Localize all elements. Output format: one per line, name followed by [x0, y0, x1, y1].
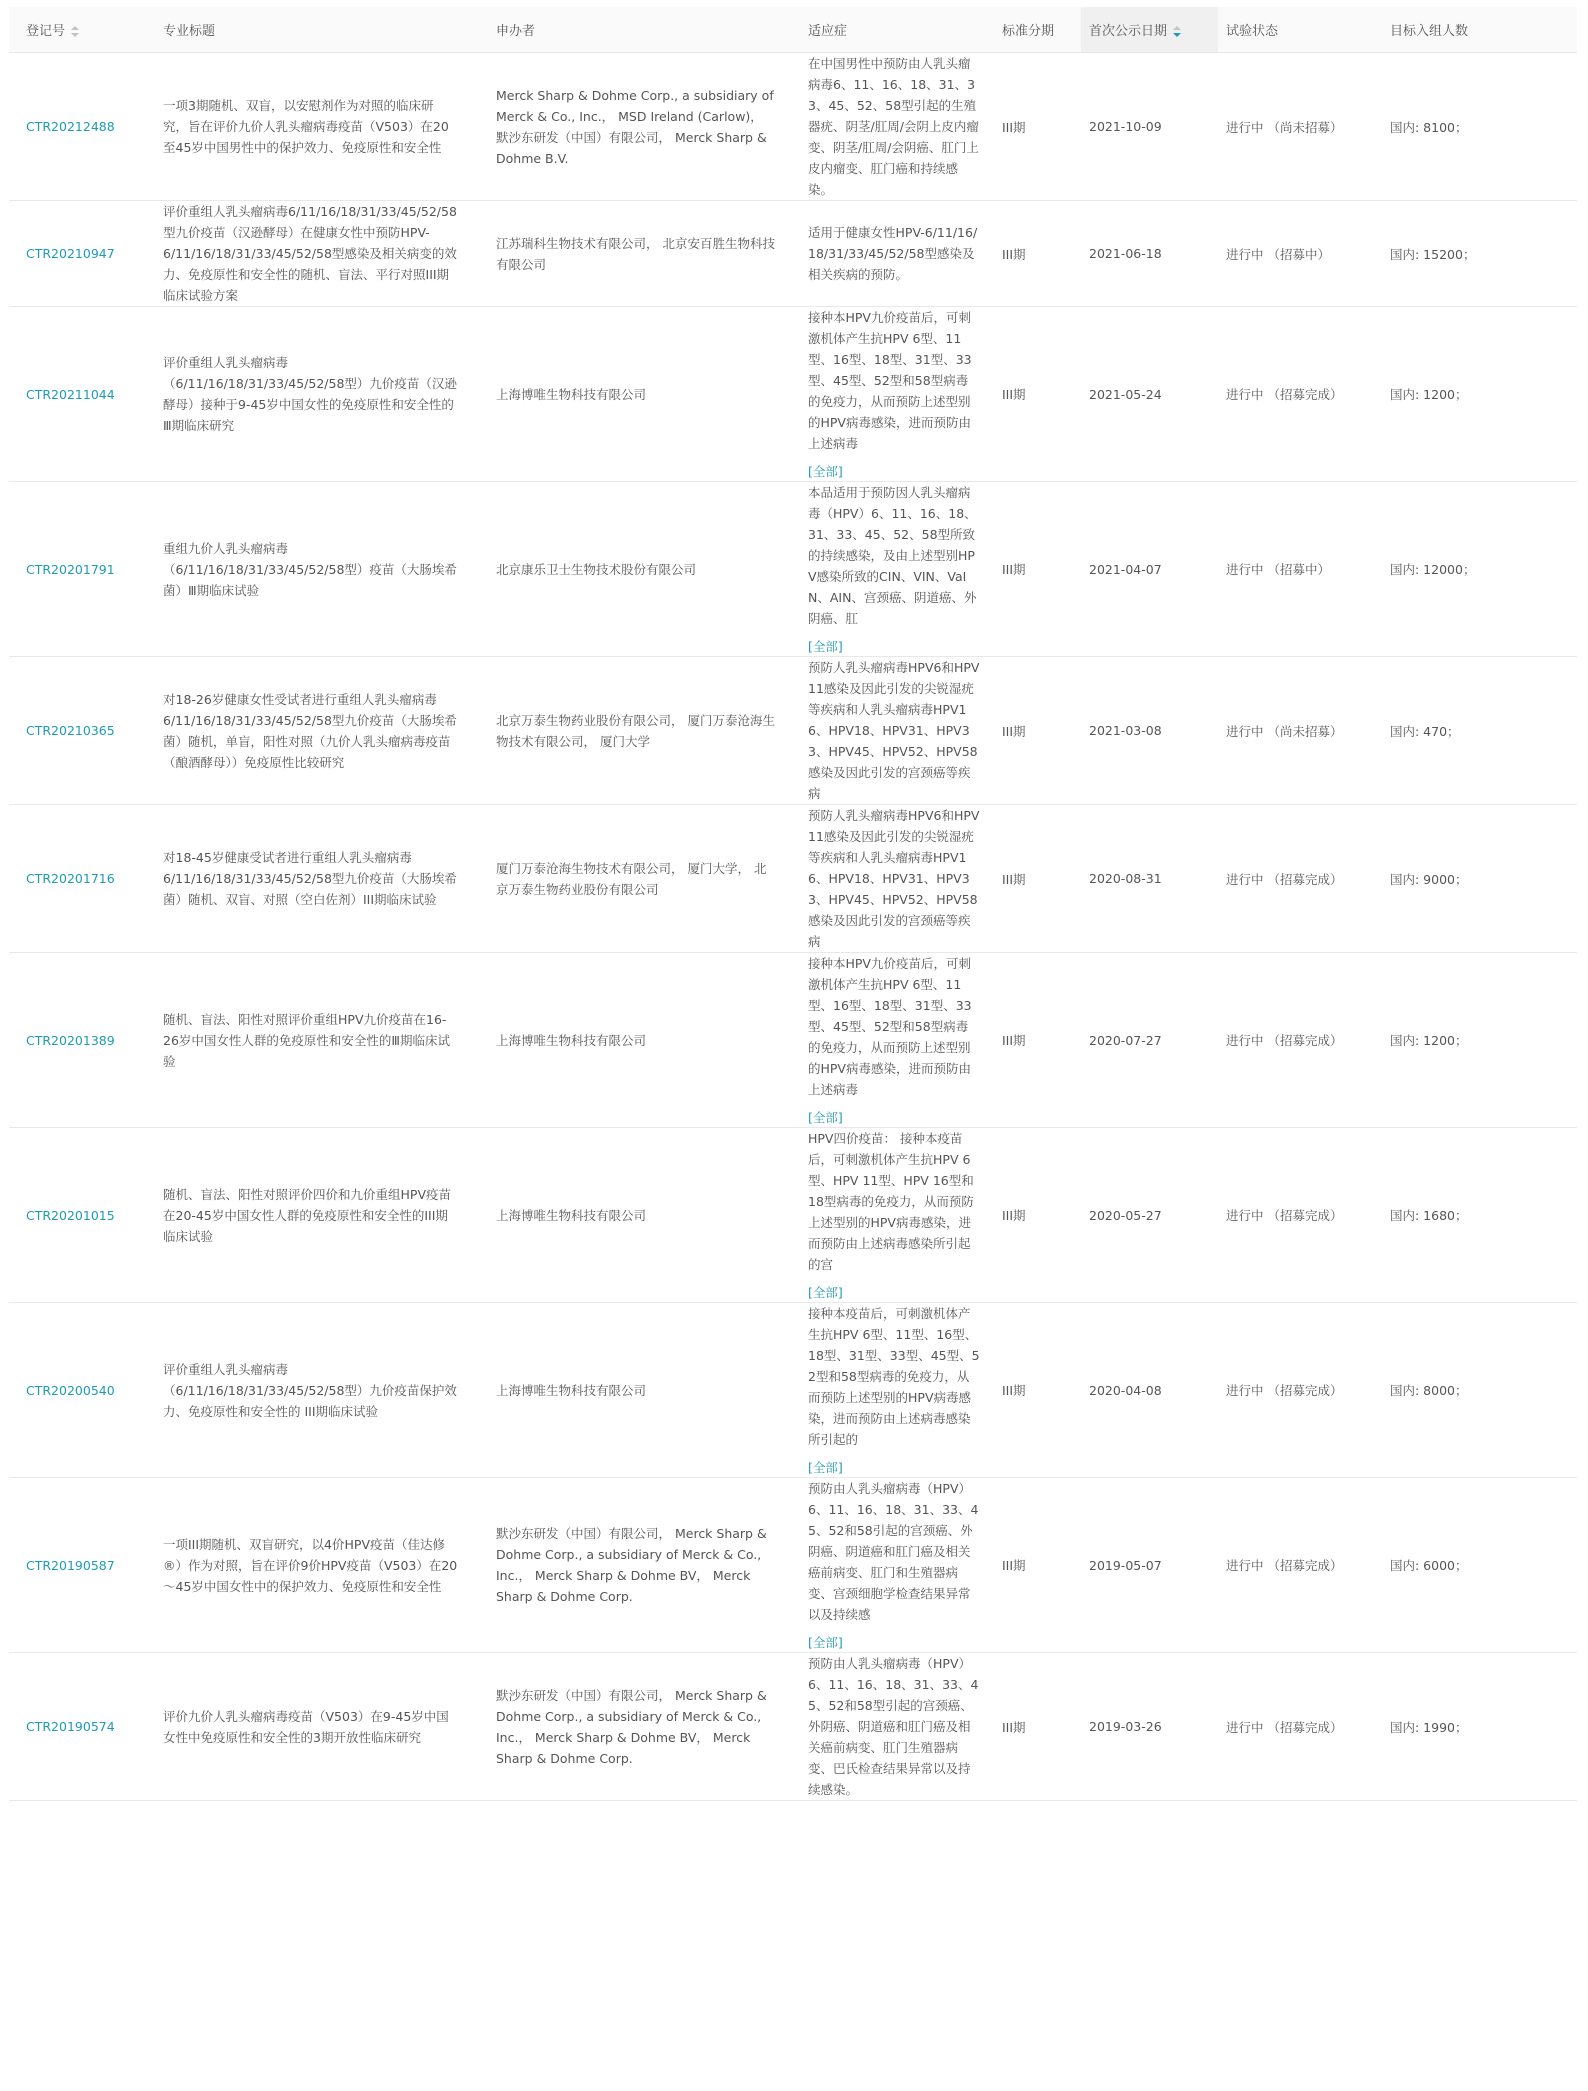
- cell-title: [149, 307, 482, 482]
- phase-text: III期: [1002, 723, 1026, 739]
- cell-title: [149, 1653, 482, 1801]
- cell-indication: [794, 307, 994, 482]
- col-header-label: 登记号: [26, 24, 66, 39]
- publish-date: 2019-03-26: [1089, 1719, 1162, 1734]
- target-enrollment: 国内: 15200；: [1390, 246, 1476, 262]
- cell-registration-no: [9, 953, 149, 1128]
- cell-status: [1218, 482, 1382, 657]
- cell-target: [1382, 953, 1577, 1128]
- cell-registration-no: [9, 805, 149, 953]
- registration-link[interactable]: CTR20201389: [26, 1032, 115, 1048]
- cell-sponsor: [482, 201, 794, 307]
- cell-sponsor: [482, 1478, 794, 1653]
- cell-sponsor: [482, 953, 794, 1128]
- cell-phase: [994, 1303, 1081, 1478]
- sponsor-text: 北京康乐卫士生物技术股份有限公司: [496, 561, 697, 577]
- cell-target: [1382, 1303, 1577, 1478]
- phase-text: III期: [1002, 1383, 1026, 1398]
- cell-title: [149, 482, 482, 657]
- trial-title: 一项III期随机、双盲研究，以4价HPV疫苗（佳达修®）作为对照，旨在评价9价HPV疫苗（V503）在20～45岁中国女性中的保护效力、免疫原性和安全性: [163, 1536, 458, 1594]
- cell-title: [149, 1478, 482, 1653]
- cell-indication: [794, 1478, 994, 1653]
- table-row: [9, 307, 1577, 482]
- indication-text: 接种本HPV九价疫苗后，可刺激机体产生抗HPV 6型、11型、16型、18型、31型、33型、45型、52型和58型病毒的免疫力，从而预防上述型别的HPV病毒感染，进而预防由上述病毒: [808, 956, 972, 1097]
- cell-indication: [794, 53, 994, 201]
- indication-text: 适用于健康女性HPV-6/11/16/18/31/33/45/52/58型感染及相关疾病的预防。: [808, 225, 978, 282]
- sort-icon[interactable]: [1173, 26, 1181, 38]
- phase-text: III期: [1002, 1558, 1026, 1573]
- cell-indication: [794, 201, 994, 307]
- cell-indication: [794, 1653, 994, 1801]
- publish-date: 2020-04-08: [1089, 1382, 1162, 1398]
- cell-title: [149, 1303, 482, 1478]
- cell-phase: [994, 805, 1081, 953]
- cell-sponsor: [482, 657, 794, 805]
- cell-status: [1218, 201, 1382, 307]
- col-header-target-enrollment: [1382, 7, 1577, 53]
- show-all-link[interactable]: [全部]: [808, 464, 843, 479]
- table-row: [9, 1478, 1577, 1653]
- cell-registration-no: [9, 1478, 149, 1653]
- target-enrollment: 国内: 8100；: [1390, 119, 1468, 135]
- cell-sponsor: [482, 482, 794, 657]
- publish-date: 2021-04-07: [1089, 561, 1162, 577]
- publish-date: 2021-05-24: [1089, 386, 1162, 402]
- table-row: [9, 201, 1577, 307]
- indication-text: HPV四价疫苗： 接种本疫苗后，可刺激机体产生抗HPV 6型、HPV 11型、HPV 16型和18型病毒的免疫力，从而预防上述型别的HPV病毒感染，进而预防由上述病毒感染所引起的宫: [808, 1131, 974, 1272]
- col-header-label: 专业标题: [163, 24, 216, 39]
- trial-title: 评价重组人乳头瘤病毒（6/11/16/18/31/33/45/52/58型）九价疫苗保护效力、免疫原性和安全性的 III期临床试验: [163, 1361, 457, 1419]
- col-header-title: [149, 7, 482, 53]
- cell-date: [1081, 307, 1218, 482]
- cell-phase: [994, 201, 1081, 307]
- table-row: [9, 53, 1577, 201]
- registration-link[interactable]: CTR20211044: [26, 386, 115, 402]
- cell-target: [1382, 805, 1577, 953]
- target-enrollment: 国内: 1680；: [1390, 1208, 1468, 1223]
- status-text: 进行中 （招募完成）: [1226, 871, 1343, 887]
- table-row: [9, 482, 1577, 657]
- status-text: 进行中 （尚未招募）: [1226, 119, 1343, 135]
- status-text: 进行中 （尚未招募）: [1226, 723, 1343, 739]
- registration-link[interactable]: CTR20201716: [26, 871, 115, 886]
- sponsor-text: 厦门万泰沧海生物技术有限公司， 厦门大学， 北京万泰生物药业股份有限公司: [496, 860, 767, 897]
- sponsor-text: 上海博唯生物科技有限公司: [496, 386, 647, 402]
- col-header-sponsor: [482, 7, 794, 53]
- cell-title: [149, 805, 482, 953]
- phase-text: III期: [1002, 1719, 1026, 1735]
- registration-link[interactable]: CTR20190574: [26, 1719, 115, 1734]
- cell-target: [1382, 482, 1577, 657]
- sponsor-text: 北京万泰生物药业股份有限公司， 厦门万泰沧海生物技术有限公司， 厦门大学: [496, 712, 775, 749]
- sort-icon[interactable]: [71, 26, 79, 38]
- cell-sponsor: [482, 1653, 794, 1801]
- cell-sponsor: [482, 1128, 794, 1303]
- target-enrollment: 国内: 1200；: [1390, 1033, 1468, 1048]
- sponsor-text: 江苏瑞科生物技术有限公司， 北京安百胜生物科技有限公司: [496, 235, 775, 272]
- phase-text: III期: [1002, 871, 1026, 887]
- indication-text: 预防人乳头瘤病毒HPV6和HPV11感染及因此引发的尖锐湿疣等疾病和人乳头瘤病毒HPV16、HPV18、HPV31、HPV33、HPV45、HPV52、HPV58感染及因此引发的宫颈癌等疾病: [808, 808, 980, 949]
- status-text: 进行中 （招募完成）: [1226, 1033, 1343, 1048]
- cell-title: [149, 953, 482, 1128]
- indication-text: 在中国男性中预防由人乳头瘤病毒6、11、16、18、31、33、45、52、58型引起的生殖器疣、阴茎/肛周/会阴上皮内瘤变、阴茎/肛周/会阴癌、肛门上皮内瘤变、肛门癌和持续感染。: [808, 56, 979, 197]
- registration-link[interactable]: CTR20201015: [26, 1207, 115, 1223]
- cell-date: [1081, 1653, 1218, 1801]
- cell-registration-no: [9, 482, 149, 657]
- status-text: 进行中 （招募完成）: [1226, 1383, 1343, 1398]
- target-enrollment: 国内: 9000；: [1390, 871, 1468, 887]
- trial-title: 随机、盲法、阳性对照评价重组HPV九价疫苗在16-26岁中国女性人群的免疫原性和安全性的Ⅲ期临床试验: [163, 1011, 451, 1069]
- status-text: 进行中 （招募中）: [1226, 246, 1330, 262]
- cell-status: [1218, 953, 1382, 1128]
- registration-link[interactable]: CTR20200540: [26, 1382, 115, 1398]
- cell-phase: [994, 1128, 1081, 1303]
- cell-date: [1081, 953, 1218, 1128]
- col-header-label: 适应症: [808, 24, 848, 39]
- sponsor-text: 上海博唯生物科技有限公司: [496, 1207, 647, 1223]
- trial-title: 评价九价人乳头瘤病毒疫苗（V503）在9-45岁中国女性中免疫原性和安全性的3期开放性临床研究: [163, 1708, 449, 1745]
- registration-link[interactable]: CTR20201791: [26, 561, 115, 577]
- cell-title: [149, 53, 482, 201]
- cell-target: [1382, 201, 1577, 307]
- sponsor-text: 默沙东研发（中国）有限公司， Merck Sharp & Dohme Corp., a subsidiary of Merck & Co., Inc.， Merck Sharp & Dohme BV， Merck Sharp & Dohme Corp.: [496, 1687, 767, 1766]
- cell-status: [1218, 805, 1382, 953]
- cell-date: [1081, 1303, 1218, 1478]
- col-header-label: 试验状态: [1226, 24, 1279, 39]
- indication-text: 本品适用于预防因人乳头瘤病毒（HPV）6、11、16、18、31、33、45、52、58型所致的持续感染，及由上述型别HPV感染所致的CIN、VIN、VaIN、AIN、宫颈癌、阴道癌、外阴癌、肛: [808, 485, 977, 626]
- trial-title: 对18-45岁健康受试者进行重组人乳头瘤病毒6/11/16/18/31/33/45/52/58型九价疫苗（大肠埃希菌）随机、双盲、对照（空白佐剂）III期临床试验: [163, 850, 457, 907]
- cell-target: [1382, 1653, 1577, 1801]
- cell-phase: [994, 307, 1081, 482]
- cell-date: [1081, 1478, 1218, 1653]
- col-header-status: [1218, 7, 1382, 53]
- publish-date: 2021-06-18: [1089, 246, 1162, 261]
- cell-target: [1382, 657, 1577, 805]
- table-row: [9, 657, 1577, 805]
- registration-link[interactable]: CTR20212488: [26, 119, 115, 134]
- publish-date: 2020-05-27: [1089, 1207, 1162, 1223]
- col-header-first-publish-date[interactable]: [1081, 7, 1218, 53]
- cell-sponsor: [482, 53, 794, 201]
- table-row: [9, 1303, 1577, 1478]
- status-text: 进行中 （招募完成）: [1226, 1208, 1343, 1223]
- trial-title: 一项3期随机、双盲，以安慰剂作为对照的临床研究，旨在评价九价人乳头瘤病毒疫苗（V503）在20至45岁中国男性中的保护效力、免疫原性和安全性: [163, 98, 449, 155]
- phase-text: III期: [1002, 562, 1026, 577]
- phase-text: III期: [1002, 119, 1026, 135]
- cell-date: [1081, 201, 1218, 307]
- cell-registration-no: [9, 201, 149, 307]
- sponsor-text: Merck Sharp & Dohme Corp., a subsidiary of Merck & Co., Inc.， MSD Ireland (Carlow)， 默沙东研发（中国）有限公司， Merck Sharp & Dohme B.V.: [496, 87, 774, 166]
- indication-text: 接种本HPV九价疫苗后，可刺激机体产生抗HPV 6型、11型、16型、18型、31型、33型、45型、52型和58型病毒的免疫力，从而预防上述型别的HPV病毒感染，进而预防由上述病毒: [808, 310, 972, 451]
- cell-indication: [794, 805, 994, 953]
- cell-registration-no: [9, 1128, 149, 1303]
- cell-status: [1218, 53, 1382, 201]
- target-enrollment: 国内: 12000；: [1390, 562, 1476, 577]
- cell-status: [1218, 1478, 1382, 1653]
- trial-title: 对18-26岁健康女性受试者进行重组人乳头瘤病毒6/11/16/18/31/33/45/52/58型九价疫苗（大肠埃希菌）随机，单盲，阳性对照（九价人乳头瘤病毒疫苗（酿酒酵母））免疫原性比较研究: [163, 691, 457, 770]
- target-enrollment: 国内: 470；: [1390, 723, 1460, 739]
- table-header: [9, 7, 1577, 53]
- trial-table: [9, 7, 1577, 1801]
- status-text: 进行中 （招募中）: [1226, 562, 1330, 577]
- sponsor-text: 默沙东研发（中国）有限公司， Merck Sharp & Dohme Corp., a subsidiary of Merck & Co., Inc.， Merck Sharp & Dohme BV， Merck Sharp & Dohme Corp.: [496, 1526, 767, 1604]
- show-all-link[interactable]: [全部]: [808, 1285, 843, 1300]
- cell-indication: [794, 482, 994, 657]
- publish-date: 2021-10-09: [1089, 119, 1162, 134]
- cell-registration-no: [9, 657, 149, 805]
- cell-target: [1382, 307, 1577, 482]
- show-all-link[interactable]: [全部]: [808, 1635, 843, 1650]
- target-enrollment: 国内: 8000；: [1390, 1383, 1468, 1398]
- cell-status: [1218, 1128, 1382, 1303]
- cell-indication: [794, 1128, 994, 1303]
- cell-status: [1218, 307, 1382, 482]
- registration-link[interactable]: CTR20210365: [26, 723, 115, 738]
- cell-date: [1081, 1128, 1218, 1303]
- phase-text: III期: [1002, 1208, 1026, 1223]
- cell-phase: [994, 657, 1081, 805]
- registration-link[interactable]: CTR20210947: [26, 246, 115, 261]
- cell-target: [1382, 1128, 1577, 1303]
- target-enrollment: 国内: 1990；: [1390, 1719, 1468, 1735]
- col-header-label: 申办者: [496, 24, 536, 39]
- cell-indication: [794, 657, 994, 805]
- cell-sponsor: [482, 307, 794, 482]
- col-header-indication: [794, 7, 994, 53]
- col-header-label: 首次公示日期: [1089, 24, 1168, 39]
- cell-indication: [794, 953, 994, 1128]
- cell-date: [1081, 657, 1218, 805]
- cell-title: [149, 657, 482, 805]
- phase-text: III期: [1002, 387, 1026, 402]
- col-header-registration-no[interactable]: [9, 7, 149, 53]
- cell-status: [1218, 1653, 1382, 1801]
- publish-date: 2021-03-08: [1089, 723, 1162, 738]
- cell-title: [149, 201, 482, 307]
- cell-sponsor: [482, 805, 794, 953]
- cell-status: [1218, 657, 1382, 805]
- cell-date: [1081, 482, 1218, 657]
- table-row: [9, 1128, 1577, 1303]
- show-all-link[interactable]: [全部]: [808, 1110, 843, 1125]
- publish-date: 2020-08-31: [1089, 871, 1162, 886]
- publish-date: 2020-07-27: [1089, 1032, 1162, 1048]
- cell-phase: [994, 953, 1081, 1128]
- cell-phase: [994, 53, 1081, 201]
- cell-indication: [794, 1303, 994, 1478]
- cell-date: [1081, 53, 1218, 201]
- indication-text: 预防由人乳头瘤病毒（HPV）6、11、16、18、31、33、45、52和58型引起的宫颈癌、外阴癌、阴道癌和肛门癌及相关癌前病变、肛门生殖器病变、巴氏检查结果异常以及持续感染。: [808, 1656, 979, 1797]
- phase-text: III期: [1002, 1033, 1026, 1048]
- trial-list: [9, 7, 1577, 1801]
- indication-text: 预防人乳头瘤病毒HPV6和HPV11感染及因此引发的尖锐湿疣等疾病和人乳头瘤病毒HPV16、HPV18、HPV31、HPV33、HPV45、HPV52、HPV58感染及因此引发的宫颈癌等疾病: [808, 660, 980, 801]
- cell-registration-no: [9, 53, 149, 201]
- status-text: 进行中 （招募完成）: [1226, 387, 1343, 402]
- trial-title: 重组九价人乳头瘤病毒（6/11/16/18/31/33/45/52/58型）疫苗（大肠埃希菌）Ⅲ期临床试验: [163, 540, 457, 598]
- sponsor-text: 上海博唯生物科技有限公司: [496, 1382, 647, 1398]
- cell-title: [149, 1128, 482, 1303]
- publish-date: 2019-05-07: [1089, 1557, 1162, 1573]
- cell-registration-no: [9, 1303, 149, 1478]
- col-header-label: 目标入组人数: [1390, 24, 1469, 39]
- indication-text: 预防由人乳头瘤病毒（HPV）6、11、16、18、31、33、45、52和58引起的宫颈癌、外阴癌、阴道癌和肛门癌及相关癌前病变、肛门和生殖器病变、宫颈细胞学检查结果异常以及持续感: [808, 1481, 979, 1622]
- cell-registration-no: [9, 1653, 149, 1801]
- status-text: 进行中 （招募完成）: [1226, 1719, 1343, 1735]
- cell-status: [1218, 1303, 1382, 1478]
- table-row: [9, 953, 1577, 1128]
- cell-sponsor: [482, 1303, 794, 1478]
- target-enrollment: 国内: 6000；: [1390, 1558, 1468, 1573]
- cell-phase: [994, 1478, 1081, 1653]
- cell-phase: [994, 482, 1081, 657]
- sponsor-text: 上海博唯生物科技有限公司: [496, 1032, 647, 1048]
- cell-target: [1382, 1478, 1577, 1653]
- cell-registration-no: [9, 307, 149, 482]
- table-row: [9, 1653, 1577, 1801]
- registration-link[interactable]: CTR20190587: [26, 1557, 115, 1573]
- cell-phase: [994, 1653, 1081, 1801]
- col-header-label: 标准分期: [1002, 24, 1055, 39]
- target-enrollment: 国内: 1200；: [1390, 387, 1468, 402]
- status-text: 进行中 （招募完成）: [1226, 1558, 1343, 1573]
- trial-title: 评价重组人乳头瘤病毒6/11/16/18/31/33/45/52/58型九价疫苗（汉逊酵母）在健康女性中预防HPV-6/11/16/18/31/33/45/52/58型感染及相关病变的效力、免疫原性和安全性的随机、盲法、平行对照III期临床试验方案: [163, 204, 457, 303]
- phase-text: III期: [1002, 246, 1026, 262]
- cell-date: [1081, 805, 1218, 953]
- trial-title: 随机、盲法、阳性对照评价四价和九价重组HPV疫苗在20-45岁中国女性人群的免疫原性和安全性的III期临床试验: [163, 1186, 451, 1244]
- indication-text: 接种本疫苗后，可刺激机体产生抗HPV 6型、11型、16型、18型、31型、33型、45型、52型和58型病毒的免疫力，从而预防上述型别的HPV病毒感染，进而预防由上述病毒感染所引起的: [808, 1306, 980, 1447]
- show-all-link[interactable]: [全部]: [808, 639, 843, 654]
- table-row: [9, 805, 1577, 953]
- show-all-link[interactable]: [全部]: [808, 1460, 843, 1475]
- col-header-phase: [994, 7, 1081, 53]
- cell-target: [1382, 53, 1577, 201]
- trial-title: 评价重组人乳头瘤病毒（6/11/16/18/31/33/45/52/58型）九价疫苗（汉逊酵母）接种于9-45岁中国女性的免疫原性和安全性的Ⅲ期临床研究: [163, 355, 457, 433]
